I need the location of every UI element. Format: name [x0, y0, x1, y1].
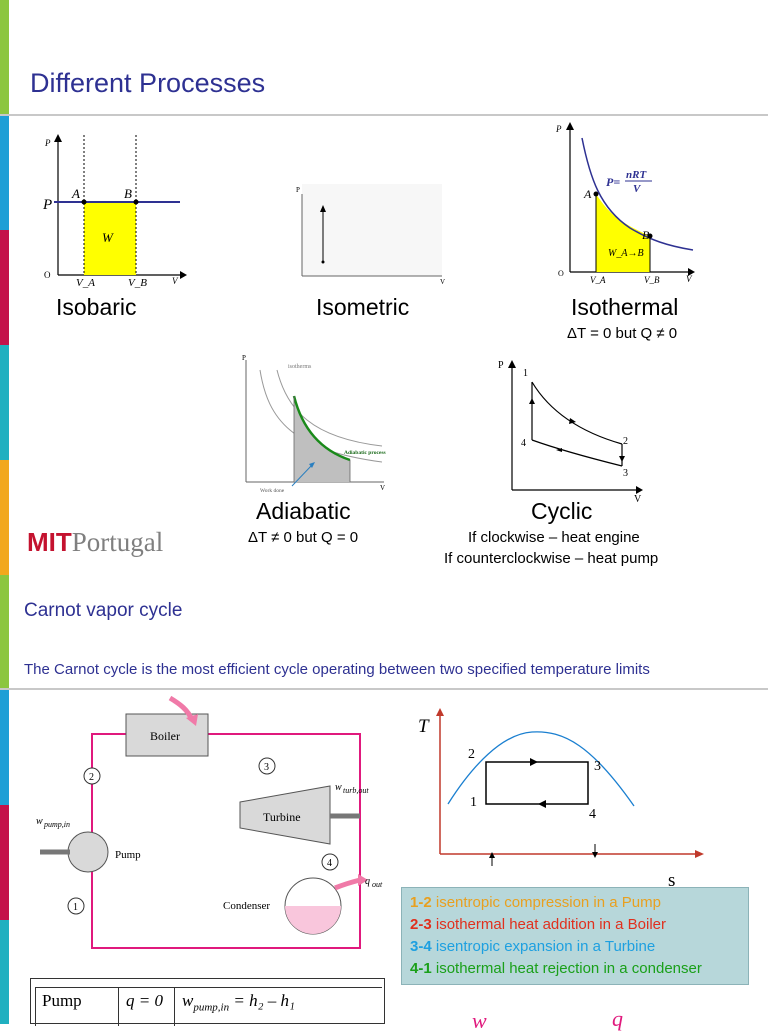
carnot-system-diagram	[30, 692, 390, 972]
isometric-label: Isometric	[316, 294, 410, 320]
legend-row-1-2	[410, 892, 740, 914]
table-divider	[118, 988, 119, 1026]
accent-stripe-blue2	[0, 690, 9, 805]
carnot-process-legend	[401, 887, 749, 985]
table-w-rest: = h₂ – h₁	[229, 991, 295, 1010]
accent-stripe-teal	[0, 345, 9, 460]
isothermal-condition: ΔT = 0 but Q ≠ 0	[567, 325, 678, 342]
legend-text-4-1: isothermal heat rejection in a condenser	[431, 960, 702, 977]
ts-point-3: 3	[594, 759, 601, 774]
adiabatic-condition: ΔT ≠ 0 but Q = 0	[248, 529, 359, 546]
divider-top	[0, 114, 768, 116]
table-cell-q: q = 0	[126, 991, 163, 1010]
isobaric-point-b: B	[124, 186, 132, 201]
table-w-symbol: w	[182, 991, 194, 1010]
ts-point-4: 4	[589, 807, 596, 822]
isometric-v-axis-label: V	[440, 278, 446, 286]
table-cell-w	[182, 991, 295, 1013]
isobaric-work-label: W	[102, 230, 113, 245]
logo-mit-text: MIT	[27, 527, 72, 557]
isobaric-diagram	[40, 130, 190, 290]
isothermal-diagram	[548, 118, 698, 290]
legend-text-3-4: isentropic expansion in a Turbine	[431, 938, 656, 955]
legend-text-2-3: isothermal heat addition in a Boiler	[431, 916, 666, 933]
accent-stripe-blue	[0, 115, 9, 230]
isothermal-origin: O	[558, 269, 564, 278]
accent-stripe-orange	[0, 460, 9, 575]
table-divider	[174, 988, 175, 1026]
isothermal-work-label: W_A→B	[608, 248, 644, 259]
cyclic-v-axis-label: V	[634, 494, 642, 502]
isothermal-va: V_A	[590, 275, 606, 285]
q-out-label: q	[365, 876, 370, 887]
isometric-diagram	[288, 180, 448, 290]
accent-stripe-red2	[0, 805, 9, 920]
net-heat-fragment: q	[612, 1006, 623, 1031]
legend-num-3-4: 3-4	[410, 938, 432, 955]
adiabatic-work-done-label: Work done	[260, 488, 285, 494]
legend-row-2-3	[410, 914, 740, 936]
state-4-marker: 4	[327, 858, 332, 869]
adiabatic-p-axis-label: P	[242, 354, 246, 362]
adiabatic-label: Adiabatic	[256, 498, 351, 524]
w-pump-label: w	[36, 816, 43, 827]
state-1-marker: 1	[73, 902, 78, 913]
isothermal-point-b: B	[642, 228, 650, 242]
mit-portugal-logo	[27, 527, 163, 558]
table-w-sub: pump,in	[193, 1001, 230, 1014]
q-out-sub-label: out	[372, 880, 383, 889]
accent-stripe-green2	[0, 575, 9, 690]
adiabatic-diagram	[232, 350, 392, 498]
isobaric-origin: O	[44, 270, 51, 280]
state-3-marker: 3	[264, 762, 269, 773]
boiler-label: Boiler	[150, 729, 180, 743]
isobaric-label: Isobaric	[56, 294, 137, 320]
legend-row-3-4	[410, 936, 740, 958]
cyclic-diagram	[490, 352, 650, 502]
isobaric-vb: V_B	[128, 277, 147, 289]
table-row	[35, 987, 382, 1026]
ts-point-1: 1	[470, 795, 477, 810]
legend-row-4-1	[410, 958, 740, 980]
isobaric-v-axis-label: V	[172, 276, 178, 286]
isothermal-vb: V_B	[644, 275, 660, 285]
cyclic-point-2: 2	[623, 436, 628, 447]
adiabatic-isotherms-label: isotherms	[288, 364, 312, 370]
legend-num-1-2: 1-2	[410, 894, 432, 911]
w-turb-label: w	[335, 782, 342, 793]
accent-stripe-green	[0, 0, 9, 115]
carnot-description: The Carnot cycle is the most efficient cycle operating between two specified temperature limits	[24, 661, 650, 678]
w-turb-sub-label: turb,out	[343, 786, 369, 795]
cyclic-point-4: 4	[521, 438, 526, 449]
pump-label: Pump	[115, 849, 141, 861]
condenser-label: Condenser	[223, 900, 271, 912]
logo-portugal-text: Portugal	[71, 527, 164, 557]
legend-num-2-3: 2-3	[410, 916, 432, 933]
state-2-marker: 2	[89, 772, 94, 783]
isobaric-va: V_A	[76, 277, 95, 289]
isobaric-point-a: A	[72, 186, 80, 201]
isobaric-p-axis-label: P	[45, 138, 51, 148]
adiabatic-process-label: Adiabatic process	[344, 450, 386, 456]
isobaric-pressure-label: P	[43, 197, 53, 213]
turbine-label: Turbine	[263, 810, 301, 824]
isothermal-equation-left: P=	[606, 175, 621, 189]
page-title: Different Processes	[30, 68, 266, 98]
isothermal-p-axis-label: P	[556, 124, 562, 134]
net-work-fragment: w	[472, 1008, 487, 1033]
isothermal-equation-denominator: V	[633, 183, 641, 195]
isometric-p-axis-label: P	[296, 186, 300, 194]
cyclic-point-3: 3	[623, 468, 628, 479]
isothermal-label: Isothermal	[571, 294, 679, 320]
w-pump-sub-label: pump,in	[44, 820, 70, 829]
ts-diagram	[412, 706, 712, 886]
carnot-heading: Carnot vapor cycle	[24, 600, 183, 621]
legend-num-4-1: 4-1	[410, 960, 432, 977]
accent-stripe-red	[0, 230, 9, 345]
pump-energy-table	[30, 978, 385, 1024]
table-cell-device: Pump	[42, 991, 82, 1010]
ts-s-axis-label: s	[668, 870, 676, 886]
isothermal-v-axis-label: V	[686, 274, 692, 284]
cyclic-clockwise-text: If clockwise – heat engine	[468, 529, 640, 546]
legend-text-1-2: isentropic compression in a Pump	[431, 894, 661, 911]
isothermal-equation-numerator: nRT	[626, 169, 647, 181]
accent-stripe-teal2	[0, 920, 9, 1024]
cyclic-label: Cyclic	[531, 498, 593, 524]
ts-point-2: 2	[468, 747, 475, 762]
cyclic-counterclockwise-text: If counterclockwise – heat pump	[444, 550, 659, 567]
cyclic-p-axis-label: P	[498, 360, 504, 371]
ts-t-axis-label: T	[418, 716, 429, 737]
adiabatic-v-axis-label: V	[380, 484, 386, 492]
cyclic-point-1: 1	[523, 368, 528, 379]
isothermal-point-a: A	[584, 187, 592, 201]
divider-bottom	[0, 688, 768, 690]
